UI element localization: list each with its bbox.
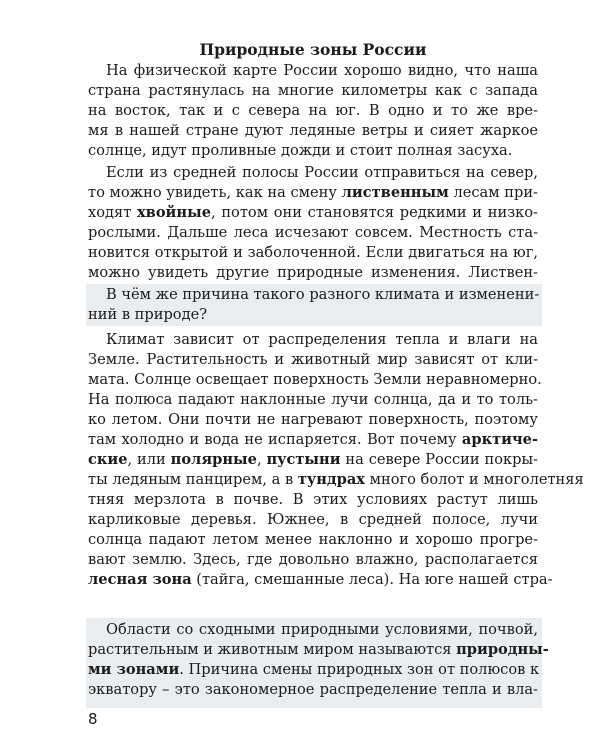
text-line: На физической карте России хорошо видно, что наша	[106, 62, 538, 79]
text-line: новится открытой и заболоченной. Если двигаться на юг,	[88, 244, 538, 261]
term: пустыни	[266, 451, 341, 468]
text-line: можно увидеть другие природные изменения. Листвен-	[88, 264, 538, 281]
term: тундрах	[297, 471, 365, 488]
text-line: на восток, так и с севера на юг. В одно и то же вре-	[88, 102, 538, 119]
text-line: лесная зона (тайга, смешанные леса). На юге нашей стра-	[88, 571, 553, 588]
text-line: мя в нашей стране дуют ледяные ветры и сияет жаркое	[88, 122, 538, 139]
text-line: ты ледяным панцирем, а в тундрах много болот и многолетняя	[88, 471, 584, 488]
text-line: карликовые деревья. Южнее, в средней полосе, лучи	[88, 511, 538, 528]
question-line: ний в природе?	[88, 306, 208, 323]
text-line: ские, или полярные, пустыни на севере России покры-	[88, 451, 538, 468]
term: хвойные	[136, 204, 211, 221]
text-line: На полюса падают наклонные лучи солнца, да и то толь-	[88, 391, 538, 408]
text-line: Если из средней полосы России отправиться на север,	[106, 164, 538, 181]
summary-line: Области со сходными природными условиями, почвой,	[106, 621, 538, 638]
text-line: Земле. Растительность и животный мир зависят от кли-	[88, 351, 538, 368]
text-line: страна растянулась на многие километры как с запада	[88, 82, 538, 99]
summary-line: экватору – это закономерное распределение тепла и вла-	[88, 681, 538, 698]
term: ми зонами	[88, 661, 180, 678]
text-line: солнце, идут проливные дожди и стоит полная засуха.	[88, 142, 513, 159]
text-line: ко летом. Они почти не нагревают поверхность, поэтому	[88, 411, 538, 428]
text-line: ходят хвойные, потом они становятся редкими и низко-	[88, 204, 538, 221]
text-line: рослыми. Дальше леса исчезают совсем. Местность ста-	[88, 224, 538, 241]
term: природны-	[456, 641, 549, 658]
question-line: В чём же причина такого разного климата и изменени-	[106, 286, 540, 303]
text-line: мата. Солнце освещает поверхность Земли неравномерно.	[88, 371, 542, 388]
text-line: тняя мерзлота в почве. В этих условиях растут лишь	[88, 491, 538, 508]
summary-line: ми зонами. Причина смены природных зон от полюсов к	[88, 661, 540, 678]
term: лесная зона	[88, 571, 192, 588]
term: арктиче-	[461, 431, 538, 448]
term: полярные	[170, 451, 257, 468]
summary-line: растительным и животным миром называются природны-	[88, 641, 549, 658]
term: лиственным	[341, 184, 449, 201]
text-line: там холодно и вода не испаряется. Вот почему арктиче-	[88, 431, 538, 448]
text-line: Климат зависит от распределения тепла и влаги на	[106, 331, 538, 348]
page-title: Природные зоны России	[199, 40, 427, 59]
text-line: то можно увидеть, как на смену лиственным лесам при-	[88, 184, 538, 201]
page-number: 8	[88, 710, 98, 728]
text-line: солнца падают летом менее наклонно и хорошо прогре-	[88, 531, 538, 548]
term: ские	[88, 451, 128, 468]
text-line: вают землю. Здесь, где довольно влажно, располагается	[88, 551, 538, 568]
